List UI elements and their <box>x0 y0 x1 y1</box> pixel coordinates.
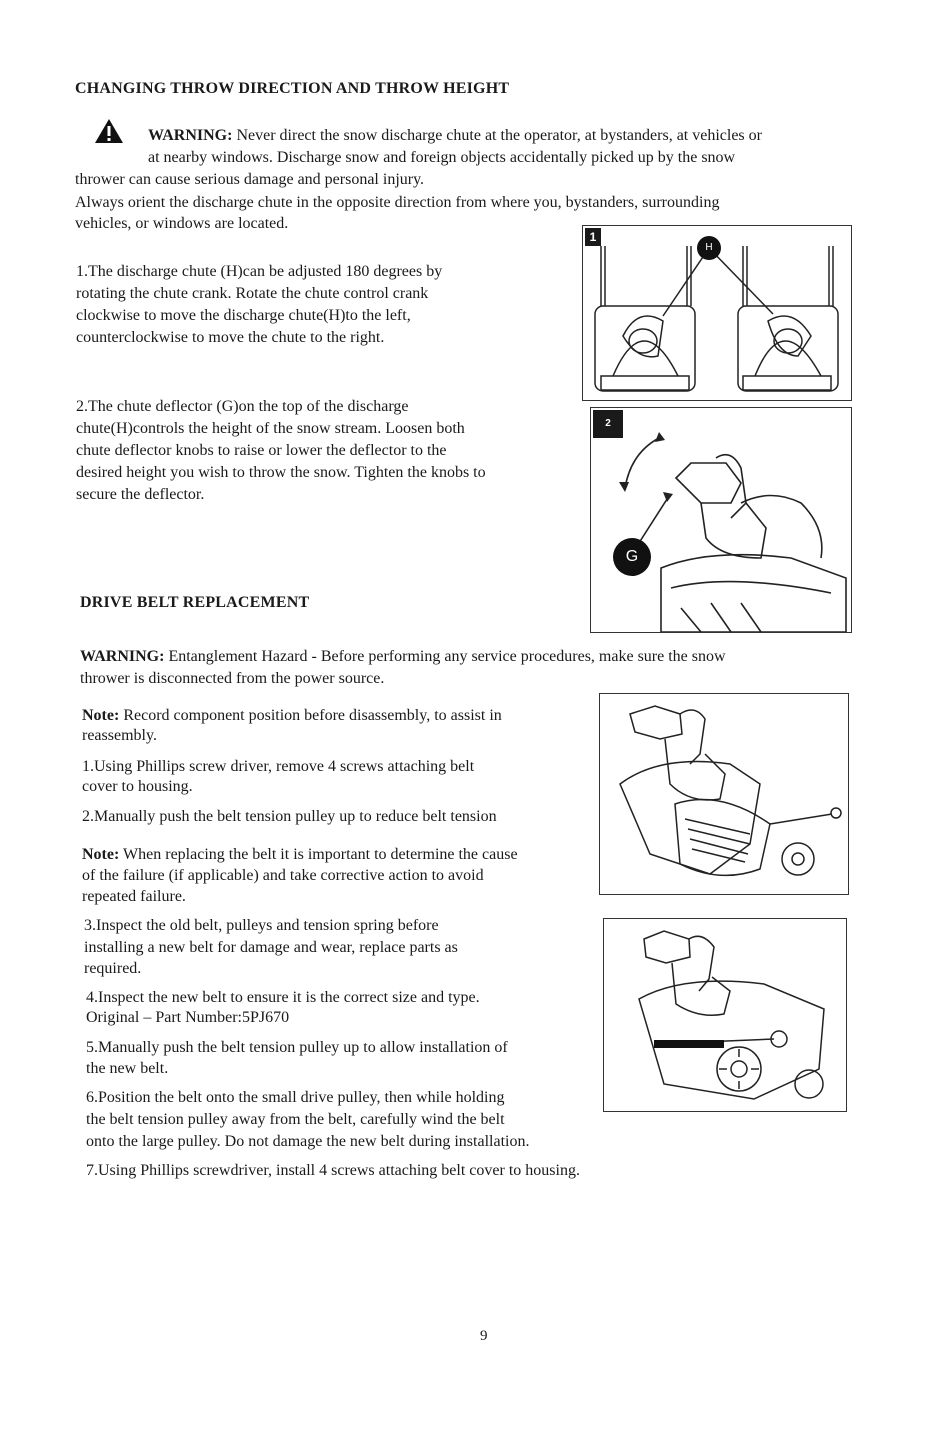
step2-line: desired height you wish to throw the snow. Tighten the knobs to <box>76 464 486 481</box>
section-title-throw-direction: CHANGING THROW DIRECTION AND THROW HEIGHT <box>75 80 510 97</box>
belt-step6-line: onto the large pulley. Do not damage the new belt during installation. <box>86 1133 530 1150</box>
belt-step1-line1: 1.Using Phillips screw driver, remove 4 screws attaching belt <box>82 758 475 775</box>
note-label: Note: <box>82 846 120 863</box>
step1-line: 1.The discharge chute (H)can be adjusted 180 degrees by <box>76 263 443 280</box>
step1-line: counterclockwise to move the chute to the right. <box>76 329 385 346</box>
note2-line3: repeated failure. <box>82 888 186 905</box>
note1-line1: Note: Record component position before disassembly, to assist in <box>82 707 502 724</box>
belt-step7: 7.Using Phillips screwdriver, install 4 screws attaching belt cover to housing. <box>86 1162 580 1179</box>
belt-warning-line1: WARNING: Entanglement Hazard - Before performing any service procedures, make sure the snow <box>80 648 726 665</box>
note1-line2: reassembly. <box>82 727 157 744</box>
note2-line2: of the failure (if applicable) and take corrective action to avoid <box>82 867 484 884</box>
belt-step6-line: the belt tension pulley away from the belt, carefully wind the belt <box>86 1111 505 1128</box>
warning-paragraph-line1: WARNING: Never direct the snow discharge chute at the operator, at bystanders, at vehicles or <box>148 127 762 144</box>
figure-chute-deflector <box>590 407 852 633</box>
page-number: 9 <box>480 1328 488 1344</box>
figure-number: 2 <box>593 410 623 438</box>
warning-label: WARNING: <box>148 127 233 144</box>
belt-step2: 2.Manually push the belt tension pulley up to reduce belt tension <box>82 808 497 825</box>
belt-step3-line: installing a new belt for damage and wear, replace parts as <box>84 939 458 956</box>
belt-step3-line: 3.Inspect the old belt, pulleys and tension spring before <box>84 917 439 934</box>
step2-line: chute(H)controls the height of the snow stream. Loosen both <box>76 420 465 437</box>
step1-line: clockwise to move the discharge chute(H)to the left, <box>76 307 411 324</box>
callout-g: G <box>613 538 651 576</box>
step1-line: rotating the chute crank. Rotate the chute control crank <box>76 285 429 302</box>
figure-belt-installation <box>603 918 847 1112</box>
belt-step6-line: 6.Position the belt onto the small drive pulley, then while holding <box>86 1089 505 1106</box>
orient-paragraph-line1: Always orient the discharge chute in the opposite direction from where you, bystanders, surrounding <box>75 194 720 211</box>
belt-step1-line2: cover to housing. <box>82 778 193 795</box>
figure-number: 1 <box>585 228 601 246</box>
figure-chute-rotation <box>582 225 852 401</box>
belt-warning-line2: thrower is disconnected from the power source. <box>80 670 385 687</box>
belt-step5-line2: the new belt. <box>86 1060 169 1077</box>
warning-label: WARNING: <box>80 648 165 665</box>
belt-step4-line1: 4.Inspect the new belt to ensure it is the correct size and type. <box>86 989 480 1006</box>
section-title-drive-belt: DRIVE BELT REPLACEMENT <box>80 594 310 611</box>
warning-paragraph-line2: at nearby windows. Discharge snow and foreign objects accidentally picked up by the snow <box>148 149 736 166</box>
figure-chute-deflector-drawing <box>591 408 851 632</box>
belt-step5-line1: 5.Manually push the belt tension pulley up to allow installation of <box>86 1039 508 1056</box>
figure-belt-installation-drawing <box>604 919 846 1111</box>
warning-triangle-icon <box>94 118 124 144</box>
note-label: Note: <box>82 707 120 724</box>
figure-belt-cover <box>599 693 849 895</box>
step2-line: 2.The chute deflector (G)on the top of the discharge <box>76 398 409 415</box>
warning-paragraph-line3: thrower can cause serious damage and personal injury. <box>75 171 425 188</box>
figure-belt-cover-drawing <box>600 694 848 894</box>
step2-line: secure the deflector. <box>76 486 205 503</box>
orient-paragraph-line2: vehicles, or windows are located. <box>75 215 289 232</box>
belt-step4-line2: Original – Part Number:5PJ670 <box>86 1009 290 1026</box>
callout-h: H <box>697 236 721 260</box>
belt-step3-line: required. <box>84 960 142 977</box>
step2-line: chute deflector knobs to raise or lower the deflector to the <box>76 442 447 459</box>
note2-line1: Note: When replacing the belt it is important to determine the cause <box>82 846 518 863</box>
